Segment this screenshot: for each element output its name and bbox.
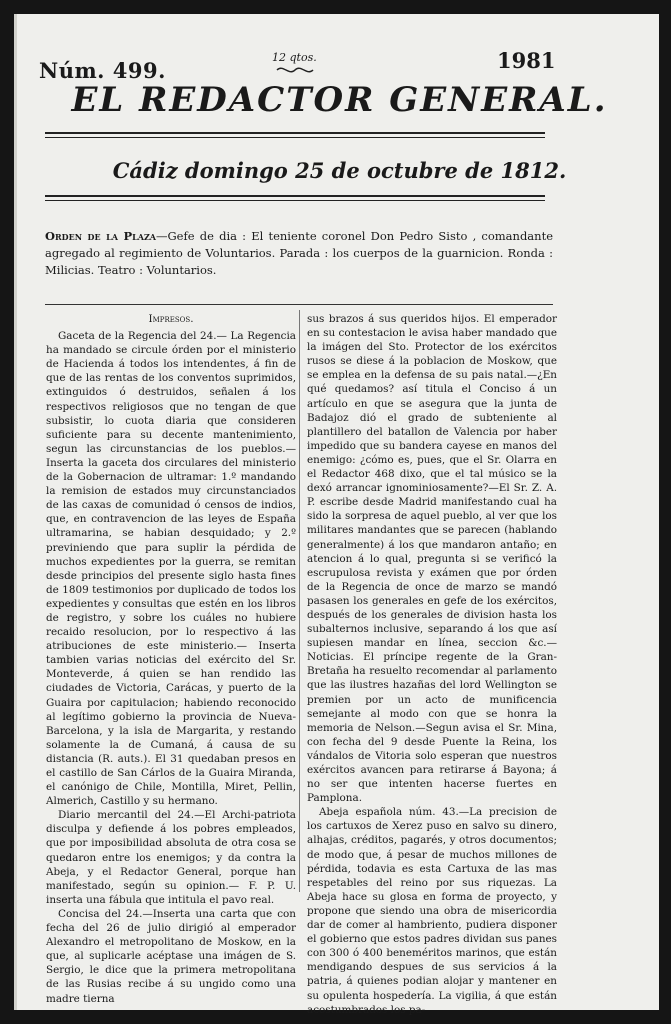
flourish-ornament xyxy=(275,64,315,80)
section-rule xyxy=(45,304,553,305)
issue-number: Núm. 499. xyxy=(39,58,166,83)
masthead-title: EL REDACTOR GENERAL. xyxy=(71,80,608,120)
orden-lead: Orden de la Plaza xyxy=(45,229,156,243)
left-column xyxy=(46,312,296,1006)
orden-text: —Gefe de dia : El teniente coronel Don Pedro Sisto , comandante agregado al regimiento de Voluntarios. Parada : los cuerpos de la guarnicion. Ronda : Milicias. Teatro : Voluntarios. xyxy=(45,229,553,277)
right-column xyxy=(307,312,557,1017)
article-abeja: Abeja española núm. 43.—La precision de los cartuxos de Xerez puso en salvo su dinero, alhajas, créditos, pagarés, y otros documentos; de modo que, á pesar de muchos millones de pérdida, todavia es esta Cartuxa de las mas respetables del reino por sus riquezas. La Abeja hace su glosa en forma de proyecto, y propone que siendo una obra de misericordia dar de comer al hambriento, pudiera disponer el gobierno que estos padres dividan sus panes con 300 ó 400 beneméritos marinos, que están mendigando despues de sus servicios á la patria, á quienes podian alojar y mantener en su opulenta hospedería. La vigilia, á que están acostumbrados los pa- xyxy=(307,806,557,1016)
dateline: Cádiz domingo 25 de octubre de 1812. xyxy=(112,158,567,183)
article-conciso: Concisa del 24.—Inserta una carta que con fecha del 26 de julio dirigió al emperador Alexandro el metropolitano de Moskow, en la que, al suplicarle acéptase una imágen de S. Sergio, le dice que la primera metropolitana de las Rusias recibe á su ungido como una madre tierna xyxy=(46,907,296,1005)
masthead-rule-top xyxy=(45,132,545,134)
article-diario-mercantil: Diario mercantil del 24.—El Archi-patriota disculpa y defiende á los pobres empleados, que por imposibilidad absoluta de otra cosa se quedaron entre los enemigos; y da contra la Abeja, y el Redactor General, porque han manifestado, según su opinion.— F. P. U. inserta una fábula que intitula el pavo real. xyxy=(46,809,296,906)
masthead-rule-bottom xyxy=(45,137,545,138)
column-divider xyxy=(299,310,300,892)
section-heading-impresos: Impresos. xyxy=(148,313,194,325)
article-continuation: sus brazos á sus queridos hijos. El emperador en su contestacion le avisa haber mandado que la imágen del Sto. Protector de los exércitos rusos se diese á la poblacion de Moskow, que se emplea en la defensa de su pais natal.—¿En qué quedamos? así titula el Conciso á un artículo en que se asegura que la junta de Badajoz dió el grado de subteniente al plantillero del batallon de Valencia por haber impedido que su bandera cayese en manos del enemigo: ¿cómo es, pues, que el Sr. Olarra en el Redactor 468 dixo, que el tal músico se la dexó arrancar ignominiosamente?—El Sr. Z. A. P. escribe desde Madrid manifestando cual ha sido la sorpresa de aquel pueblo, al ver que los militares mandantes que se parecen (hablando generalmente) á los que mandaron antaño; en atencion á lo qual, pregunta si se verificó la escrupulosa revista y exámen que por órden de la Regencia de once de marzo se mandó pasasen los generales en gefe de los exércitos, después de los generales de division hasta los subalternos inclusive, separando á los que así supiesen mandar en línea, seccion &c.— Noticias. El príncipe regente de la Gran-Bretaña ha resuelto recomendar al parlamento que las ilustres hazañas del lord Wellington se premien por un acto de munificencia semejante al modo con que se honra la memoria de Nelson.—Segun avisa el Sr. Mina, con fecha del 9 desde Puente la Reina, los vándalos de Vitoria solo esperan que nuestros exércitos avancen para retirarse á Bayona; á no ser que intenten hacerse fuertes en Pamplona. xyxy=(307,313,557,805)
newspaper-page xyxy=(14,14,659,1016)
quarto-mark: 12 qtos. xyxy=(272,51,317,64)
article-gaceta: Gaceta de la Regencia del 24.— La Regencia ha mandado se circule órden por el ministerio de Hacienda á todos los intendentes, á fin de que de las rentas de los conventos suprimidos, extinguidos ó destruidos, señalen á los respectivos religiosos que no tengan de que subsistir, lo cuota diaria que consideren suficiente para su decente mantenimiento, segun las circunstancias de los pueblos.— Inserta la gaceta dos circulares del ministerio de la Gobernacion de ultramar: 1.º mandando la remision de estados muy circunstanciados de las caxas de comunidad ó censos de indios, que, en contravencion de las leyes de España ultramarina, se habian desquidado; y 2.º previniendo que para suplir la pérdida de muchos expedientes por la guerra, se remitan desde principios del presente siglo hasta fines de 1809 testimonios por duplicado de todos los expedientes y consultas que estén en los libros de registro, y sobre los cuáles no hubiere recaido resolucion, por lo respectivo á las atribuciones de este ministerio.— Inserta tambien varias noticias del exército del Sr. Monteverde, á quien se han rendido las ciudades de Victoria, Carácas, y puerto de la Guaira por capitulacion; habiendo reconocido al legítimo gobierno la provincia de Nueva-Barcelona, y la isla de Margarita, y restando solamente la de Cumaná, á causa de su distancia (R. auts.). El 31 quedaban presos en el castillo de San Cárlos de la Guaira Miranda, el canónigo de Chile, Montilla, Miret, Pellin, Almerich, Castillo y su hermano. xyxy=(46,330,296,808)
dateline-rule-top xyxy=(45,195,545,197)
dateline-rule-bottom xyxy=(45,200,545,201)
page-number: 1981 xyxy=(497,48,556,73)
orden-de-la-plaza xyxy=(45,228,553,279)
